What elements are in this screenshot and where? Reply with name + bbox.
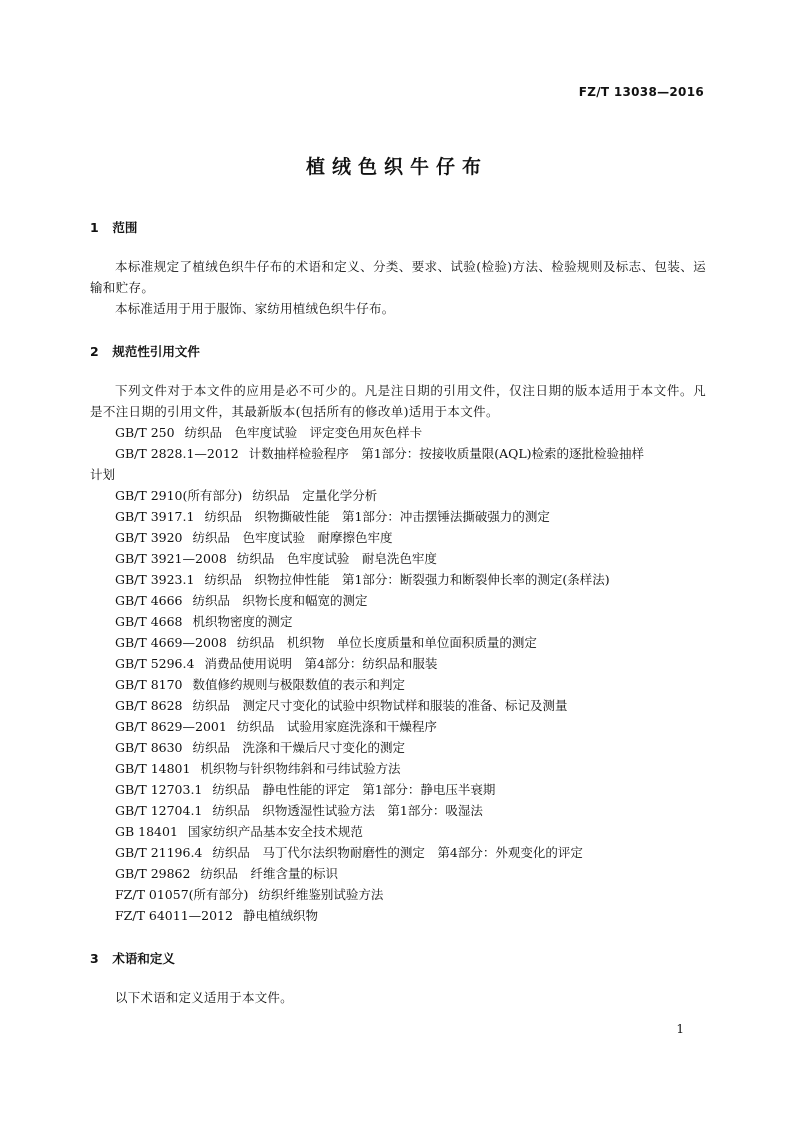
reference-item bbox=[90, 506, 706, 527]
reference-title: 消费品使用说明 第4部分：纺织品和服装 bbox=[204, 656, 438, 671]
reference-item bbox=[90, 842, 706, 863]
reference-code: GB/T 8628 bbox=[115, 698, 183, 713]
document-body bbox=[90, 217, 706, 1008]
reference-item bbox=[90, 758, 706, 779]
reference-item bbox=[90, 527, 706, 548]
reference-code: FZ/T 64011—2012 bbox=[115, 908, 233, 923]
reference-code: GB/T 8629—2001 bbox=[115, 719, 227, 734]
reference-item bbox=[90, 779, 706, 800]
reference-title: 计数抽样检验程序 第1部分：按接收质量限(AQL)检索的逐批检验抽样 bbox=[248, 446, 645, 461]
reference-title: 纺织品 织物拉伸性能 第1部分：断裂强力和断裂伸长率的测定(条样法) bbox=[204, 572, 610, 587]
reference-title: 纺织品 试验用家庭洗涤和干燥程序 bbox=[236, 719, 437, 734]
scope-paragraph-1: 本标准规定了植绒色织牛仔布的术语和定义、分类、要求、试验(检验)方法、检验规则及标志、包装、运输和贮存。 bbox=[90, 259, 706, 295]
reference-item bbox=[90, 590, 706, 611]
reference-title-continuation bbox=[90, 464, 706, 485]
reference-title: 纺织品 洗涤和干燥后尺寸变化的测定 bbox=[192, 740, 406, 755]
terms-paragraph: 以下术语和定义适用于本文件。 bbox=[115, 990, 293, 1005]
reference-code: GB/T 8630 bbox=[115, 740, 183, 755]
section-3-heading bbox=[90, 948, 706, 970]
reference-item bbox=[90, 716, 706, 737]
reference-list bbox=[90, 422, 706, 926]
reference-item bbox=[90, 443, 706, 464]
reference-code: GB/T 4669—2008 bbox=[115, 635, 227, 650]
reference-code: GB/T 3923.1 bbox=[115, 572, 195, 587]
reference-title: 纺织品 色牢度试验 耐皂洗色牢度 bbox=[236, 551, 437, 566]
reference-item bbox=[90, 695, 706, 716]
reference-title: 纺织品 织物透湿性试验方法 第1部分：吸湿法 bbox=[212, 803, 483, 818]
reference-item bbox=[90, 548, 706, 569]
reference-item bbox=[90, 632, 706, 653]
section-number: 2 bbox=[90, 344, 99, 359]
reference-title: 国家纺织产品基本安全技术规范 bbox=[187, 824, 363, 839]
reference-code: GB/T 2828.1—2012 bbox=[115, 446, 239, 461]
reference-code: GB/T 2910(所有部分) bbox=[115, 488, 243, 503]
reference-title: 纺织品 马丁代尔法织物耐磨性的测定 第4部分：外观变化的评定 bbox=[212, 845, 583, 860]
reference-title: 纺织品 色牢度试验 评定变色用灰色样卡 bbox=[184, 425, 423, 440]
reference-item bbox=[90, 674, 706, 695]
reference-code: FZ/T 01057(所有部分) bbox=[115, 887, 249, 902]
reference-code: GB/T 12703.1 bbox=[115, 782, 203, 797]
document-title: 植绒色织牛仔布 bbox=[305, 156, 488, 178]
reference-title: 纺织品 织物长度和幅宽的测定 bbox=[192, 593, 368, 608]
reference-item bbox=[90, 800, 706, 821]
section-title: 规范性引用文件 bbox=[112, 344, 200, 359]
reference-code: GB/T 5296.4 bbox=[115, 656, 195, 671]
reference-title: 静电植绒织物 bbox=[242, 908, 318, 923]
reference-code: GB/T 21196.4 bbox=[115, 845, 203, 860]
section-number: 1 bbox=[90, 220, 99, 235]
reference-code: GB/T 12704.1 bbox=[115, 803, 203, 818]
reference-title-continuation-text: 计划 bbox=[90, 467, 116, 482]
reference-item bbox=[90, 485, 706, 506]
reference-item bbox=[90, 905, 706, 926]
reference-item bbox=[90, 863, 706, 884]
page-number: 1 bbox=[676, 1022, 684, 1036]
reference-code: GB/T 250 bbox=[115, 425, 175, 440]
reference-title: 纺织品 测定尺寸变化的试验中织物试样和服装的准备、标记及测量 bbox=[192, 698, 568, 713]
section-title: 范围 bbox=[112, 220, 138, 235]
reference-title: 机织物密度的测定 bbox=[192, 614, 293, 629]
reference-item bbox=[90, 821, 706, 842]
standard-code: FZ/T 13038—2016 bbox=[578, 85, 704, 99]
reference-item bbox=[90, 737, 706, 758]
reference-item bbox=[90, 884, 706, 905]
reference-code: GB/T 14801 bbox=[115, 761, 191, 776]
reference-item bbox=[90, 611, 706, 632]
section-2-heading bbox=[90, 341, 706, 363]
reference-code: GB/T 3921—2008 bbox=[115, 551, 227, 566]
reference-title: 纺织品 纤维含量的标识 bbox=[200, 866, 338, 881]
reference-code: GB/T 3917.1 bbox=[115, 509, 195, 524]
section-number: 3 bbox=[90, 951, 99, 966]
reference-code: GB/T 4666 bbox=[115, 593, 183, 608]
reference-title: 纺织品 色牢度试验 耐摩擦色牢度 bbox=[192, 530, 393, 545]
reference-title: 纺织品 定量化学分析 bbox=[252, 488, 378, 503]
section-1-heading bbox=[90, 217, 706, 239]
reference-title: 机织物与针织物纬斜和弓纬试验方法 bbox=[200, 761, 401, 776]
reference-code: GB/T 8170 bbox=[115, 677, 183, 692]
reference-title: 纺织品 静电性能的评定 第1部分：静电压半衰期 bbox=[212, 782, 496, 797]
reference-code: GB/T 29862 bbox=[115, 866, 191, 881]
reference-item bbox=[90, 653, 706, 674]
reference-title: 纺织纤维鉴别试验方法 bbox=[258, 887, 384, 902]
reference-code: GB 18401 bbox=[115, 824, 178, 839]
reference-code: GB/T 3920 bbox=[115, 530, 183, 545]
reference-item bbox=[90, 569, 706, 590]
section-title: 术语和定义 bbox=[112, 951, 175, 966]
reference-title: 纺织品 机织物 单位长度质量和单位面积质量的测定 bbox=[236, 635, 537, 650]
reference-code: GB/T 4668 bbox=[115, 614, 183, 629]
reference-title: 纺织品 织物撕破性能 第1部分：冲击摆锤法撕破强力的测定 bbox=[204, 509, 550, 524]
reference-title: 数值修约规则与极限数值的表示和判定 bbox=[192, 677, 406, 692]
scope-paragraph-2: 本标准适用于用于服饰、家纺用植绒色织牛仔布。 bbox=[115, 301, 395, 316]
references-intro: 下列文件对于本文件的应用是必不可少的。凡是注日期的引用文件，仅注日期的版本适用于本文件。凡是不注日期的引用文件，其最新版本(包括所有的修改单)适用于本文件。 bbox=[90, 383, 706, 419]
reference-item bbox=[90, 422, 706, 443]
